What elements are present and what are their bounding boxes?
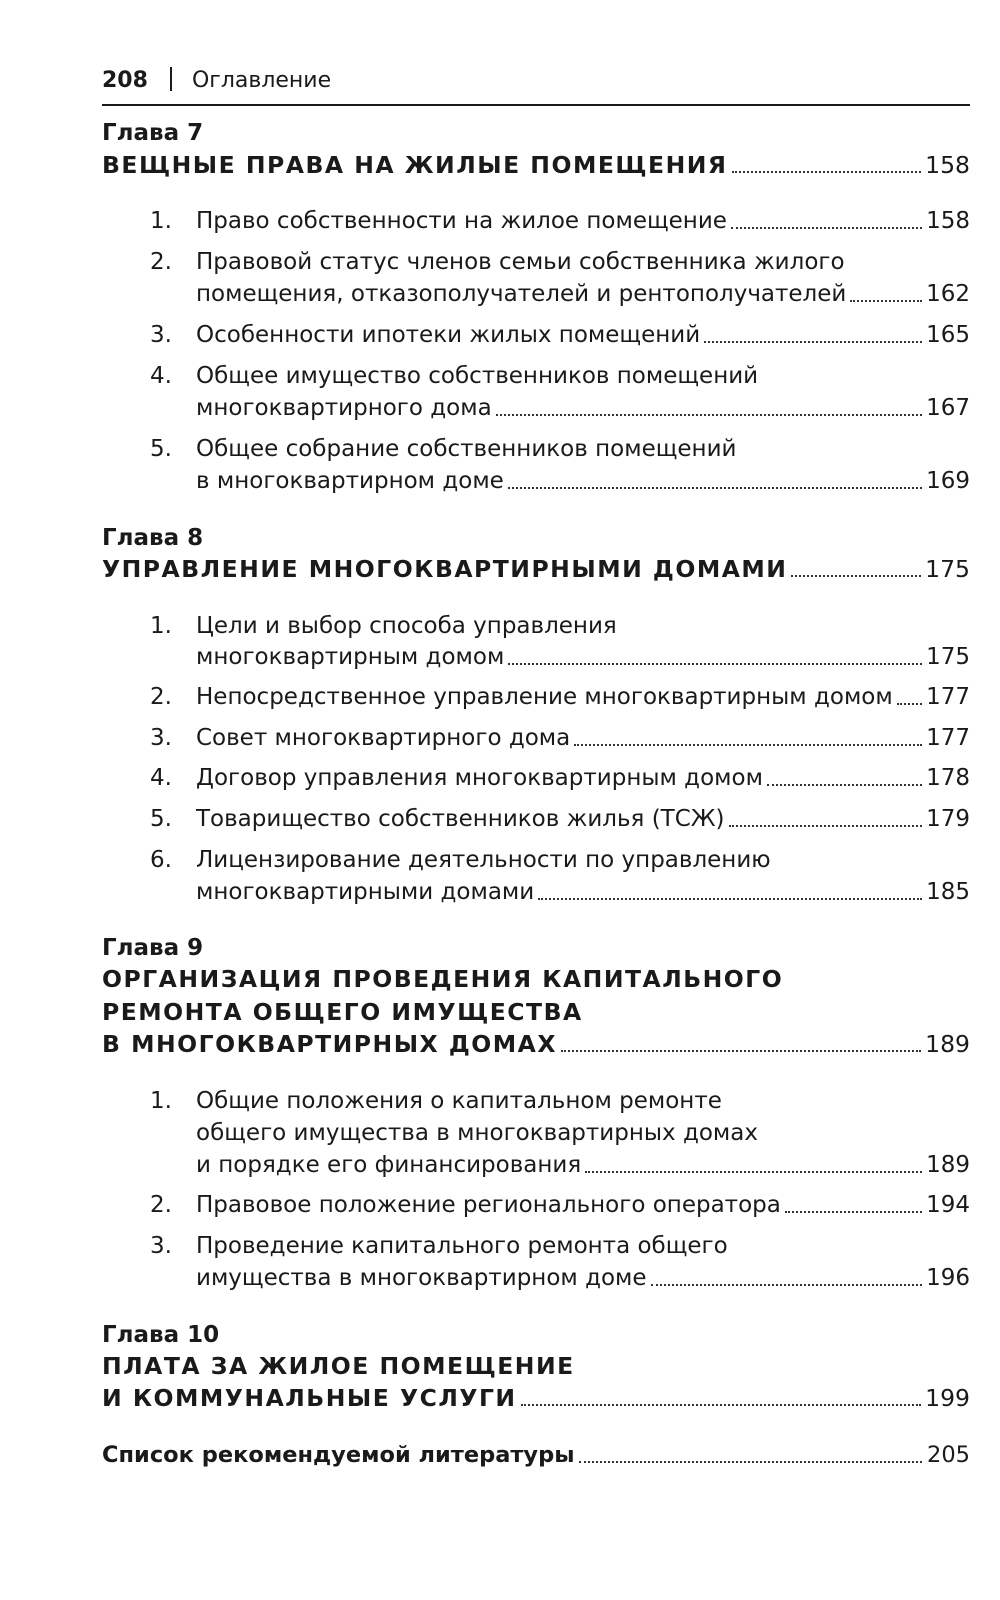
toc-entry[interactable]: в многоквартирном доме 169 <box>196 468 970 494</box>
toc-entry[interactable]: многоквартирным домом 175 <box>196 644 970 670</box>
chapter-title-line: ОРГАНИЗАЦИЯ ПРОВЕДЕНИЯ КАПИТАЛЬНОГО <box>102 965 784 993</box>
section-number: 1. <box>150 1088 172 1114</box>
section-number: 2. <box>150 1192 172 1218</box>
toc-entry[interactable]: помещения, отказополучателей и рентополучателей 162 <box>196 281 970 307</box>
toc-page-ref: 158 <box>926 208 970 234</box>
chapter-title[interactable]: И КОММУНАЛЬНЫЕ УСЛУГИ 199 <box>102 1384 970 1412</box>
toc-entry[interactable]: Договор управления многоквартирным домом 178 <box>196 765 970 791</box>
chapter-label: Глава 7 <box>102 120 204 146</box>
section-number: 4. <box>150 363 172 389</box>
toc-entry-text: Лицензирование деятельности по управлению <box>196 847 771 873</box>
toc-page-ref: 194 <box>926 1192 970 1218</box>
toc-entry[interactable]: Право собственности на жилое помещение 158 <box>196 208 970 234</box>
section-number: 6. <box>150 847 172 873</box>
bibliography-entry[interactable]: Список рекомендуемой литературы 205 <box>102 1442 970 1468</box>
toc-page-ref: 179 <box>926 806 970 832</box>
chapter-title[interactable]: ВЕЩНЫЕ ПРАВА НА ЖИЛЫЕ ПОМЕЩЕНИЯ 158 <box>102 151 970 179</box>
toc-page-ref: 165 <box>926 322 970 348</box>
toc-page-ref: 169 <box>926 468 970 494</box>
toc-entry-text: Цели и выбор способа управления <box>196 613 617 639</box>
chapter-title[interactable]: УПРАВЛЕНИЕ МНОГОКВАРТИРНЫМИ ДОМАМИ 175 <box>102 555 970 583</box>
chapter-label: Глава 10 <box>102 1322 220 1348</box>
chapter-title-line: ПЛАТА ЗА ЖИЛОЕ ПОМЕЩЕНИЕ <box>102 1352 575 1380</box>
toc-entry[interactable]: Непосредственное управление многоквартирным домом 177 <box>196 684 970 710</box>
section-number: 1. <box>150 613 172 639</box>
toc-entry[interactable]: Совет многоквартирного дома 177 <box>196 725 970 751</box>
toc-entry-text: Проведение капитального ремонта общего <box>196 1233 728 1259</box>
toc-page-ref: 199 <box>925 1384 970 1412</box>
toc-entry[interactable]: имущества в многоквартирном доме 196 <box>196 1265 970 1291</box>
toc-entry-text: Общие положения о капитальном ремонте <box>196 1088 722 1114</box>
header-section-title: Оглавление <box>191 68 332 93</box>
toc-entry[interactable]: Особенности ипотеки жилых помещений 165 <box>196 322 970 348</box>
section-number: 1. <box>150 208 172 234</box>
toc-entry[interactable]: Товарищество собственников жилья (ТСЖ) 179 <box>196 806 970 832</box>
toc-entry-text: Общее собрание собственников помещений <box>196 436 737 462</box>
section-number: 3. <box>150 1233 172 1259</box>
toc-entry[interactable]: многоквартирного дома 167 <box>196 395 970 421</box>
toc-entry-text: общего имущества в многоквартирных домах <box>196 1120 758 1146</box>
running-head <box>102 66 970 106</box>
chapter-label: Глава 9 <box>102 935 204 961</box>
toc-page-ref: 177 <box>926 725 970 751</box>
toc-page-ref: 178 <box>926 765 970 791</box>
chapter-title-line: РЕМОНТА ОБЩЕГО ИМУЩЕСТВА <box>102 998 583 1026</box>
toc-page-ref: 175 <box>925 555 970 583</box>
toc-entry[interactable]: многоквартирными домами 185 <box>196 879 970 905</box>
section-number: 3. <box>150 322 172 348</box>
toc-entry[interactable]: и порядке его финансирования 189 <box>196 1152 970 1178</box>
toc-entry-text: Правовой статус членов семьи собственника жилого <box>196 249 845 275</box>
toc-page-ref: 167 <box>926 395 970 421</box>
toc-page-ref: 162 <box>926 281 970 307</box>
chapter-title[interactable]: В МНОГОКВАРТИРНЫХ ДОМАХ 189 <box>102 1030 970 1058</box>
toc-entry-text: Общее имущество собственников помещений <box>196 363 759 389</box>
page-number: 208 <box>102 68 148 93</box>
toc-page-ref: 185 <box>926 879 970 905</box>
toc-entry[interactable]: Правовое положение регионального оператора 194 <box>196 1192 970 1218</box>
header-separator <box>170 67 172 91</box>
toc-page-ref: 205 <box>927 1442 970 1468</box>
toc-page-ref: 189 <box>925 1030 970 1058</box>
toc-page-ref: 196 <box>926 1265 970 1291</box>
toc-page-ref: 189 <box>926 1152 970 1178</box>
toc-page-ref: 177 <box>926 684 970 710</box>
chapter-label: Глава 8 <box>102 525 204 551</box>
section-number: 4. <box>150 765 172 791</box>
toc-page-ref: 158 <box>925 151 970 179</box>
toc-page-ref: 175 <box>926 644 970 670</box>
section-number: 2. <box>150 249 172 275</box>
section-number: 2. <box>150 684 172 710</box>
section-number: 3. <box>150 725 172 751</box>
section-number: 5. <box>150 436 172 462</box>
section-number: 5. <box>150 806 172 832</box>
